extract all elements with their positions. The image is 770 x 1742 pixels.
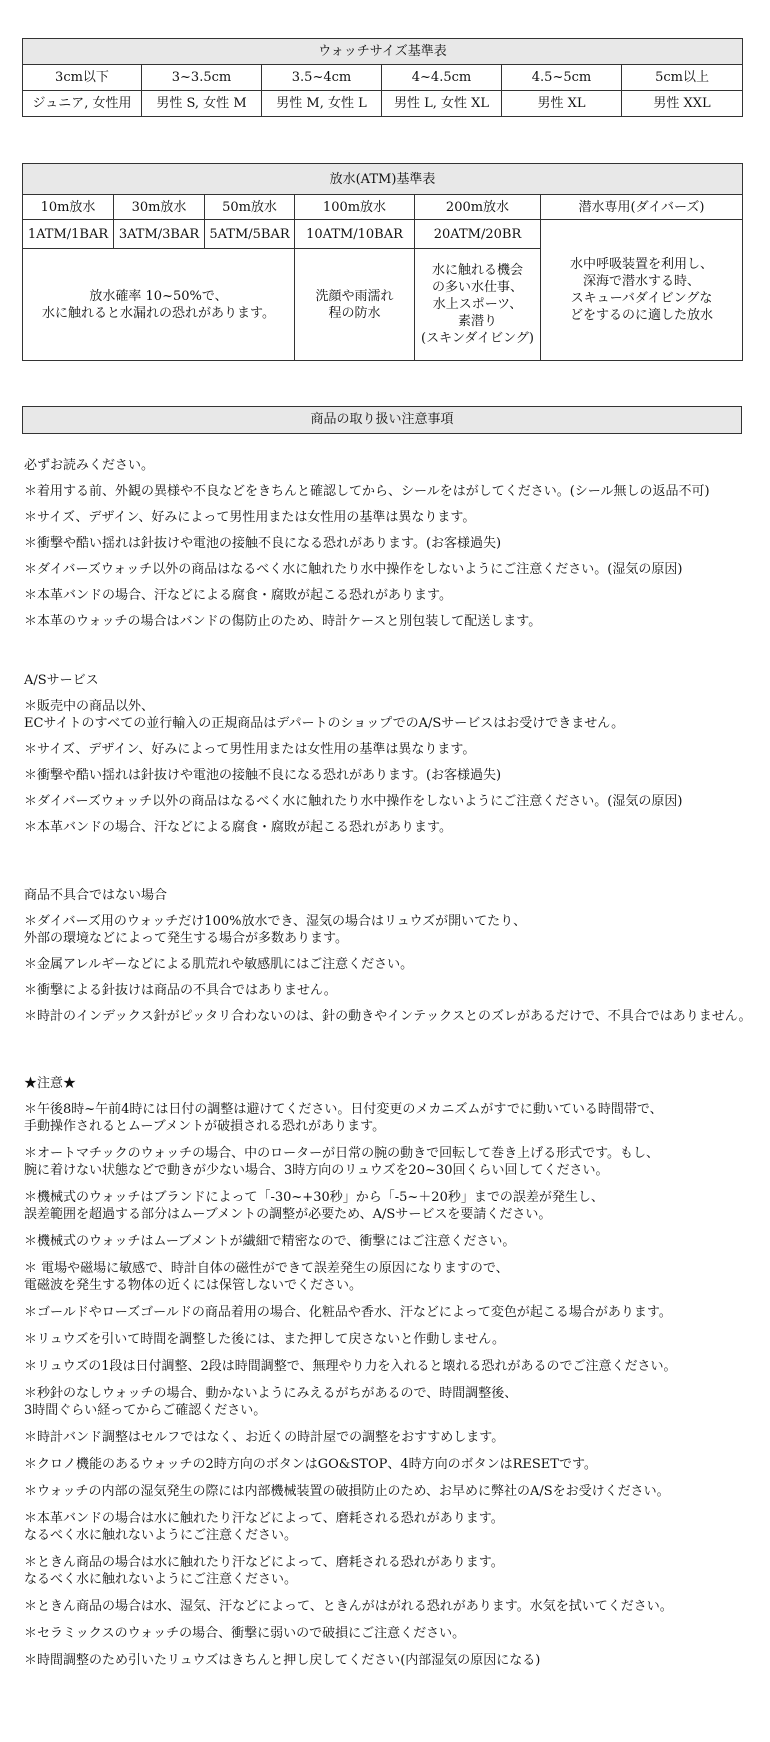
water-level-cell: 潜水専用(ダイバーズ) xyxy=(541,195,743,220)
size-fit-cell: 男性 L, 女性 XL xyxy=(382,91,502,117)
section-title: ★注意★ xyxy=(24,1076,77,1091)
section-title: 必ずお読みください。 xyxy=(24,458,155,473)
must-read-section xyxy=(24,455,764,639)
water-level-cell: 100m放水 xyxy=(295,195,415,220)
size-range-cell: 3.5~4cm xyxy=(262,65,382,91)
list-item: ＊本革バンドの場合、汗などによる腐食・腐敗が起こる恐れがあります。 xyxy=(24,820,452,835)
list-item: ＊衝撃や酷い揺れは針抜けや電池の接触不良になる恐れがあります。(お客様過失) xyxy=(24,536,502,551)
section-title: 商品不具合ではない場合 xyxy=(24,888,168,903)
size-range-cell: 5cm以上 xyxy=(622,65,743,91)
list-item: ＊午後8時~午前4時には日付の調整は避けてください。日付変更のメカニズムがすでに動いている時間帯で、 手動操作されるとムーブメントが破損される恐れがあります。 xyxy=(24,1102,663,1134)
list-item: ＊販売中の商品以外、 ECサイトのすべての並行輸入の正規商品はデパートのショップでのA/Sサービスはお受けできません。 xyxy=(24,699,625,731)
caution-section xyxy=(24,1073,764,1679)
water-level-cell: 10m放水 xyxy=(23,195,114,220)
list-item: ＊着用する前、外観の異様や不良などをきちんと確認してから、シールをはがしてください。(シール無しの返品不可) xyxy=(24,484,710,499)
water-200m-desc: 水に触れる機会 の多い水仕事、 水上スポーツ、 素潜り (スキンダイビング) xyxy=(415,249,541,361)
water-level-cell: 50m放水 xyxy=(205,195,295,220)
list-item: ＊ウォッチの内部の湿気発生の際には内部機械装置の破損防止のため、お早めに弊社のA/Sをお受けください。 xyxy=(24,1484,670,1499)
water-100m-desc: 洗顔や雨濡れ 程の防水 xyxy=(295,249,415,361)
size-fit-row xyxy=(23,91,743,117)
list-item: ＊リュウズを引いて時間を調整した後には、また押して戻さないと作動しません。 xyxy=(24,1332,506,1347)
water-table-title: 放水(ATM)基準表 xyxy=(23,164,743,195)
list-item: ＊機械式のウォッチはムーブメントが繊細で精密なので、衝撃にはご注意ください。 xyxy=(24,1234,516,1249)
list-item: ＊本革バンドの場合は水に触れたり汗などによって、磨耗される恐れがあります。 なるべく水に触れないようにご注意ください。 xyxy=(24,1511,504,1543)
size-range-cell: 4~4.5cm xyxy=(382,65,502,91)
list-item: ＊ 電場や磁場に敏感で、時計自体の磁性ができて誤差発生の原因になりますので、 電磁波を発生する物体の近くには保管しないでください。 xyxy=(24,1261,509,1293)
not-defect-section xyxy=(24,885,764,1034)
list-item: ＊サイズ、デザイン、好みによって男性用または女性用の基準は異なります。 xyxy=(24,510,476,525)
list-item: ＊ダイバーズ用のウォッチだけ100%放水でき、湿気の場合はリュウズが開いてたり、 外部の環境などによって発生する場合が多数あります。 xyxy=(24,914,527,946)
size-range-row xyxy=(23,65,743,91)
water-level-row xyxy=(23,195,743,220)
size-fit-cell: 男性 XXL xyxy=(622,91,743,117)
list-item: ＊金属アレルギーなどによる肌荒れや敏感肌にはご注意ください。 xyxy=(24,957,414,972)
water-atm-cell: 1ATM/1BAR xyxy=(23,220,114,249)
list-item: ＊ときん商品の場合は水に触れたり汗などによって、磨耗される恐れがあります。 なるべく水に触れないようにご注意ください。 xyxy=(24,1555,504,1587)
list-item: ＊時間調整のため引いたリュウズはきちんと押し戻してください(内部湿気の原因になる) xyxy=(24,1653,541,1668)
water-diver-desc: 水中呼吸装置を利用し、 深海で潜水する時、 スキューバダイビングな どをするのに適した放水 xyxy=(541,220,743,361)
size-table-title: ウォッチサイズ基準表 xyxy=(23,39,743,65)
list-item: ＊リュウズの1段は日付調整、2段は時間調整で、無理やり力を入れると壊れる恐れがあるのでご注意ください。 xyxy=(24,1359,677,1374)
list-item: ＊ときん商品の場合は水、湿気、汗などによって、ときんがはがれる恐れがあります。水気を拭いてください。 xyxy=(24,1599,673,1614)
list-item: ＊時計のインデックス針がピッタリ合わないのは、針の動きやインテックスとのズレがあるだけで、不具合ではありません。 xyxy=(24,1009,752,1024)
handling-notice-header: 商品の取り扱い注意事項 xyxy=(22,406,742,434)
size-fit-cell: 男性 XL xyxy=(502,91,622,117)
list-item: ＊本革バンドの場合、汗などによる腐食・腐敗が起こる恐れがあります。 xyxy=(24,588,452,603)
size-fit-cell: 男性 M, 女性 L xyxy=(262,91,382,117)
list-item: ＊ダイバーズウォッチ以外の商品はなるべく水に触れたり水中操作をしないようにご注意ください。(湿気の原因) xyxy=(24,794,683,809)
section-title: A/Sサービス xyxy=(24,673,99,688)
list-item: ＊秒針のなしウォッチの場合、動かないようにみえるがちがあるので、時間調整後、 3時間ぐらい経ってからご確認ください。 xyxy=(24,1386,518,1418)
list-item: ＊衝撃や酷い揺れは針抜けや電池の接触不良になる恐れがあります。(お客様過失) xyxy=(24,768,502,783)
size-range-cell: 3cm以下 xyxy=(23,65,142,91)
list-item: ＊機械式のウォッチはブランドによって「-30~+30秒」から「-5~＋20秒」までの誤差が発生し、 誤差範囲を超過する部分はムーブメントの調整が必要ため、A/Sサービスを要請ください。 xyxy=(24,1190,604,1222)
list-item: ＊オートマチックのウォッチの場合、中のローターが日常の腕の動きで回転して巻き上げる形式です。もし、 腕に着けない状態などで動きが少ない場合、3時方向のリュウズを20~30回くらい回してください。 xyxy=(24,1146,660,1178)
list-item: ＊サイズ、デザイン、好みによって男性用または女性用の基準は異なります。 xyxy=(24,742,476,757)
list-item: ＊本革のウォッチの場合はバンドの傷防止のため、時計ケースと別包装して配送します。 xyxy=(24,614,542,629)
size-fit-cell: ジュニア, 女性用 xyxy=(23,91,142,117)
water-low-desc: 放水確率 10~50%で、 水に触れると水漏れの恐れがあります。 xyxy=(23,249,295,361)
size-range-cell: 3~3.5cm xyxy=(142,65,262,91)
list-item: ＊時計バンド調整はセルフではなく、お近くの時計屋での調整をおすすめします。 xyxy=(24,1430,505,1445)
water-atm-cell: 3ATM/3BAR xyxy=(114,220,205,249)
water-level-cell: 200m放水 xyxy=(415,195,541,220)
list-item: ＊クロノ機能のあるウォッチの2時方向のボタンはGO&STOP、4時方向のボタンはRESETです。 xyxy=(24,1457,597,1472)
water-resistance-table xyxy=(22,163,743,361)
size-range-cell: 4.5~5cm xyxy=(502,65,622,91)
as-service-section xyxy=(24,670,764,845)
list-item: ＊セラミックスのウォッチの場合、衝撃に弱いので破損にご注意ください。 xyxy=(24,1626,466,1641)
water-atm-cell: 10ATM/10BAR xyxy=(295,220,415,249)
water-level-cell: 30m放水 xyxy=(114,195,205,220)
size-fit-cell: 男性 S, 女性 M xyxy=(142,91,262,117)
list-item: ＊ダイバーズウォッチ以外の商品はなるべく水に触れたり水中操作をしないようにご注意ください。(湿気の原因) xyxy=(24,562,683,577)
watch-size-table xyxy=(22,38,743,117)
water-atm-row xyxy=(23,220,743,249)
water-atm-cell: 20ATM/20BR xyxy=(415,220,541,249)
water-atm-cell: 5ATM/5BAR xyxy=(205,220,295,249)
list-item: ＊衝撃による針抜けは商品の不具合ではありません。 xyxy=(24,983,337,998)
list-item: ＊ゴールドやローズゴールドの商品着用の場合、化粧品や香水、汗などによって変色が起こる場合があります。 xyxy=(24,1305,672,1320)
